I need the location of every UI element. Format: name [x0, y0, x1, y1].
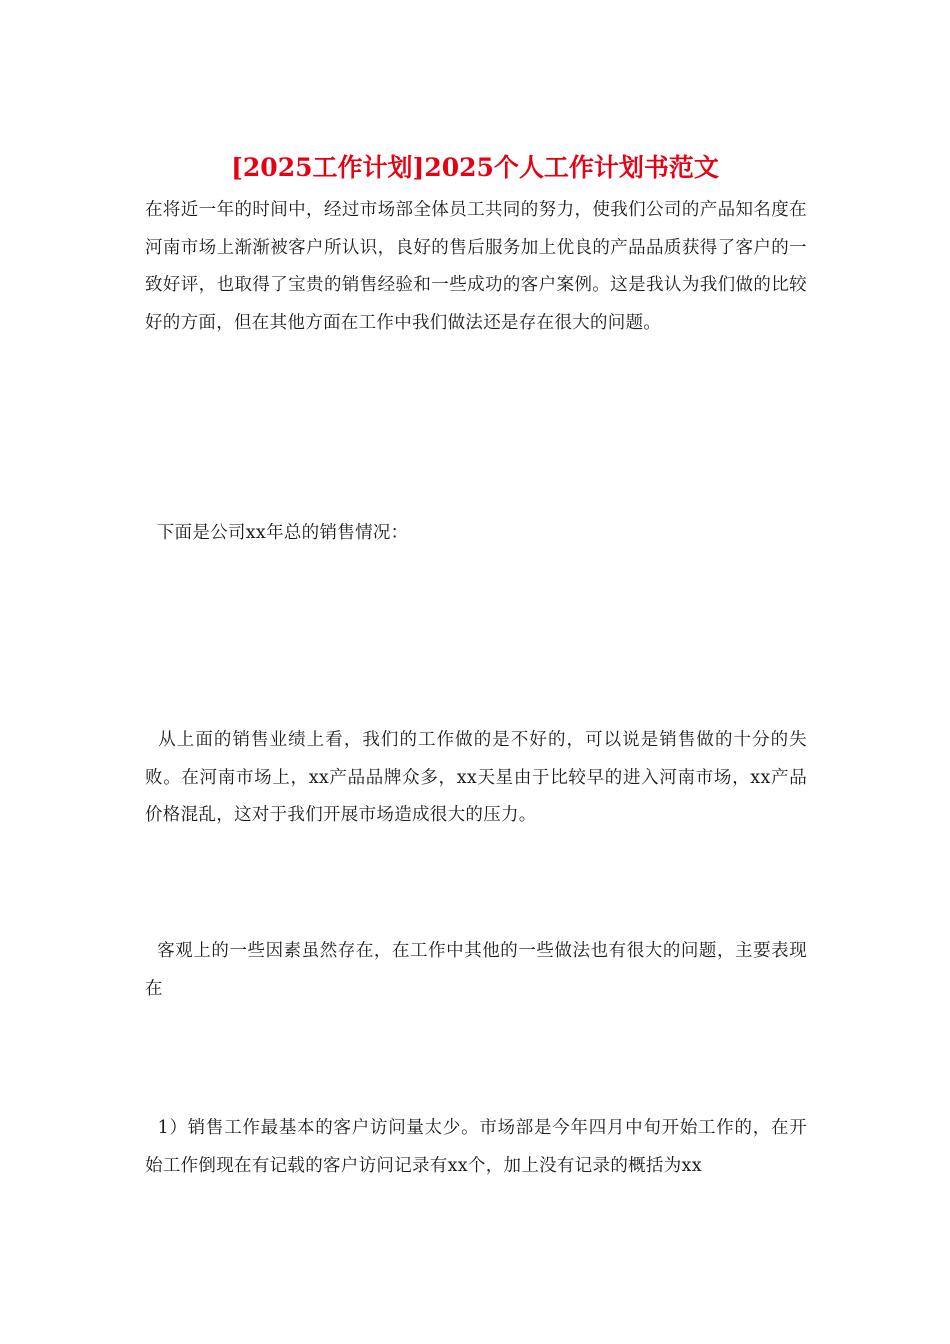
paragraph-sales-intro: 下面是公司xx年总的销售情况： — [145, 523, 409, 543]
paragraph-sales-analysis: 从上面的销售业绩上看，我们的工作做的是不好的，可以说是销售做的十分的失败。在河南市场上，xx产品品牌众多，xx天星由于比较早的进入河南市场，xx产品价格混乱，这对于我们开展市场造成很大的压力。 — [145, 730, 807, 825]
paragraph-problems: 客观上的一些因素虽然存在，在工作中其他的一些做法也有很大的问题，主要表现在 — [145, 941, 808, 999]
document-title: [2025工作计划]2025个人工作计划书范文 — [231, 153, 719, 182]
paragraph-point-1: 1）销售工作最基本的客户访问量太少。市场部是今年四月中旬开始工作的，在开始工作倒现在有记载的客户访问记录有xx个，加上没有记录的概括为xx — [145, 1118, 807, 1176]
paragraph-intro: 在将近一年的时间中，经过市场部全体员工共同的努力，使我们公司的产品知名度在河南市场上渐渐被客户所认识，良好的售后服务加上优良的产品品质获得了客户的一致好评，也取得了宝贵的销售经验和一些成功的客户案例。这是我认为我们做的比较好的方面，但在其他方面在工作中我们做法还是存在很大的问题。 — [145, 200, 807, 333]
